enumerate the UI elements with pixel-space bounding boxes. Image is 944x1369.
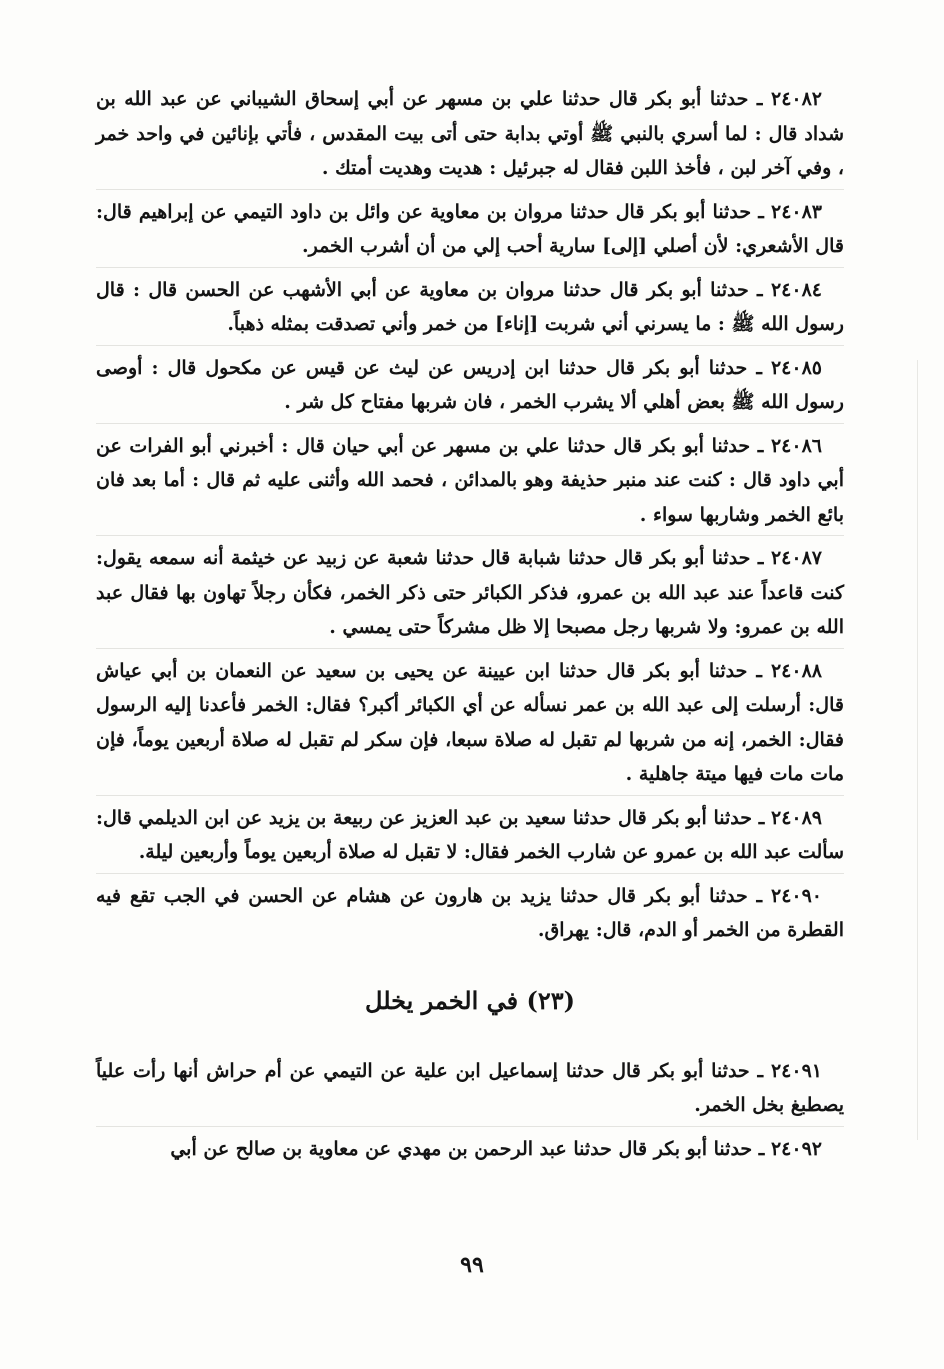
separator: ـ	[750, 434, 771, 457]
hadith-number: ٢٤٠٨٦	[770, 434, 822, 457]
hadith-24091	[96, 1054, 844, 1127]
hadith-24090	[96, 879, 844, 952]
hadith-text: حدثنا أبو بكر قال حدثنا علي بن مسهر عن أبي حيان قال : أخبرني أبو الفرات عن أبي داود قال : كنت عند منبر حذيفة وهو بالمدائن ، فحمد الله وأثنى عليه ثم قال : أما بعد فان بائع الخمر وشاربها سواء .	[96, 434, 844, 526]
hadith-text: حدثنا أبو بكر قال حدثنا عبد الرحمن بن مهدي عن معاوية بن صالح عن أبي	[170, 1137, 753, 1160]
separator: ـ	[749, 1059, 771, 1082]
hadith-text: حدثنا أبو بكر قال حدثنا ابن عيينة عن يحيى بن سعيد عن النعمان بن أبي عياش قال: أرسلت إلى عبد الله بن عمر نسأله عن أي الكبائر أكبر؟ فقال: الخمر فأعدنا إليه الرسول فقال: الخمر، إنه من شربها لم تقبل له صلاة سبعا، فإن سكر لم تقبل له صلاة أربعين يوماً، فإن مات مات فيها ميتة جاهلية .	[96, 659, 844, 785]
hadith-number: ٢٤٠٩٢	[770, 1137, 822, 1160]
hadith-24083	[96, 195, 844, 268]
hadith-24092	[96, 1132, 844, 1171]
hadith-24086	[96, 429, 844, 537]
page-number: ٩٩	[460, 1252, 484, 1278]
hadith-24087	[96, 541, 844, 649]
hadith-24089	[96, 801, 844, 874]
hadith-number: ٢٤٠٨٤	[770, 278, 822, 301]
separator: ـ	[748, 278, 771, 301]
hadith-number: ٢٤٠٩١	[770, 1059, 822, 1082]
hadith-number: ٢٤٠٨٨	[770, 659, 822, 682]
scan-edge-line	[917, 360, 918, 1140]
separator: ـ	[747, 884, 771, 907]
chapter-title: (٢٣) في الخمر يخلل	[365, 985, 575, 1015]
hadith-24085	[96, 351, 844, 424]
separator: ـ	[747, 356, 771, 379]
hadith-24088	[96, 654, 844, 796]
separator: ـ	[751, 200, 771, 223]
hadith-number: ٢٤٠٩٠	[770, 884, 823, 907]
hadith-number: ٢٤٠٨٥	[770, 356, 822, 379]
hadith-number: ٢٤٠٨٢	[770, 88, 823, 110]
hadith-text: حدثنا أبو بكر قال حدثنا شبابة قال حدثنا شعبة عن زبيد عن خيثمة أنه سمعه يقول: كنت قاعداً عند عبد الله بن عمرو، فذكر الكبائر حتى ذكر الخمر، فكأن رجلاً تهاون بها فقال عبد الله بن عمرو: ولا شربها رجل مصبحا إلا ظل مشركاً حتى يمسي .	[96, 547, 844, 638]
hadith-text: حدثنا أبو بكر قال حدثنا ابن إدريس عن ليث عن قيس عن مكحول قال : أوصى رسول الله ﷺ بعض أهلي ألا يشرب الخمر ، فان شربها مفتاح كل شر .	[96, 356, 844, 413]
separator: ـ	[750, 547, 771, 569]
separator: ـ	[752, 1137, 771, 1160]
hadith-number: ٢٤٠٨٩	[770, 806, 823, 829]
separator: ـ	[747, 659, 771, 682]
hadith-text: حدثنا أبو بكر قال حدثنا مروان بن معاوية عن وائل بن داود التيمي عن إبراهيم قال: قال الأشعري: لأن أصلي [إلى] سارية أحب إلي من أن أشرب الخمر.	[96, 200, 844, 257]
separator: ـ	[751, 806, 771, 829]
hadith-text: حدثنا أبو بكر قال حدثنا يزيد بن هارون عن هشام عن الحسن في الجب تقع فيه القطرة من الخمر أو الدم، قال: يهراق.	[96, 884, 844, 941]
hadith-text: حدثنا أبو بكر قال حدثنا إسماعيل ابن علية عن التيمي عن أم حراش أنها رأت علياً يصطبغ بخل الخمر.	[96, 1059, 844, 1116]
hadith-number: ٢٤٠٨٧	[770, 547, 822, 569]
separator: ـ	[748, 88, 771, 110]
text-block	[96, 82, 844, 1175]
hadith-text: حدثنا أبو بكر قال حدثنا سعيد بن عبد العزيز عن ربيعة بن يزيد عن ابن الديلمي قال: سألت عبد الله بن عمرو عن شارب الخمر فقال: لا تقبل له صلاة أربعين يوماً وأربعين ليلة.	[96, 806, 844, 863]
hadith-24084	[96, 273, 844, 346]
hadith-text: حدثنا أبو بكر قال حدثنا مروان بن معاوية عن أبي الأشهب عن الحسن قال : قال رسول الله ﷺ : ما يسرني أني شربت [إناء] من خمر وأني تصدقت بمثله ذهباً.	[96, 278, 844, 335]
hadith-24082	[96, 82, 844, 190]
hadith-number: ٢٤٠٨٣	[770, 200, 823, 223]
hadith-text: حدثنا أبو بكر قال حدثنا علي بن مسهر عن أبي إسحاق الشيباني عن عبد الله بن شداد قال : لما أسري بالنبي ﷺ أوتي بدابة حتى أتى بيت المقدس ، فأتي بإنائين في واحد خمر ، وفي آخر لبن ، فأخذ اللبن فقال له جبرئيل : هديت وهديت أمتك .	[96, 88, 844, 179]
